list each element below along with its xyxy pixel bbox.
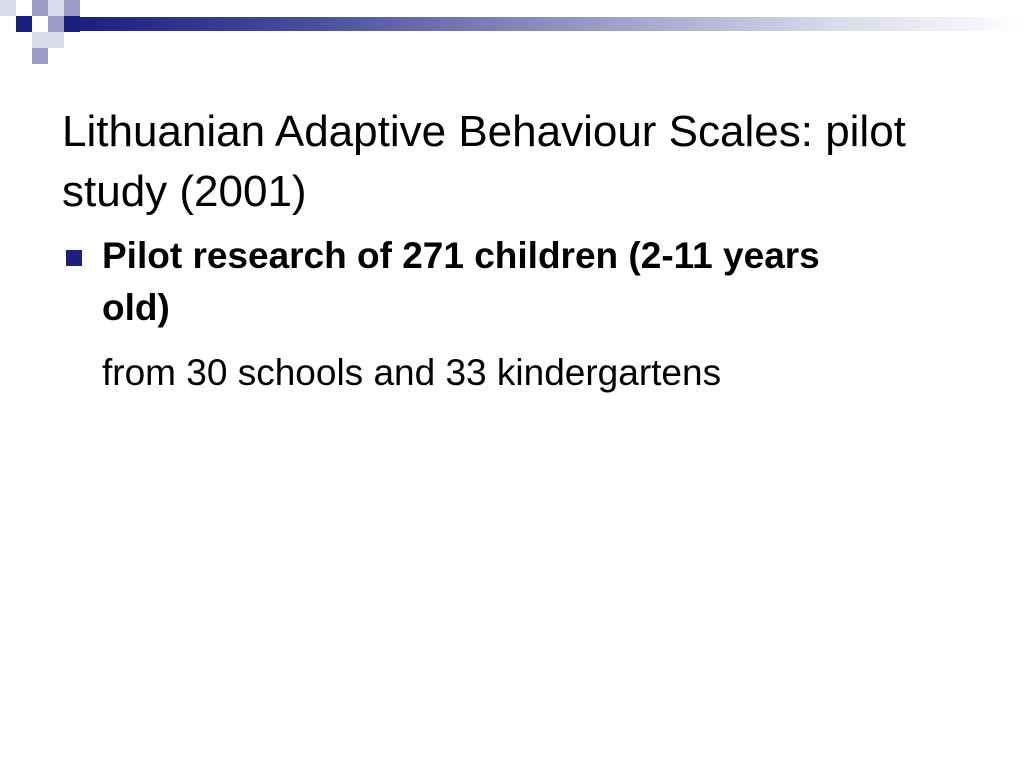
decor-square <box>48 32 64 48</box>
slide-title: Lithuanian Adaptive Behaviour Scales: pilot study (2001) <box>62 107 906 216</box>
bullet-subtext: from 30 schools and 33 kindergartens <box>102 352 722 393</box>
bullet-item <box>62 230 962 334</box>
bullet-list <box>62 230 962 398</box>
decor-square <box>32 32 48 48</box>
decor-square <box>0 32 16 48</box>
decor-square <box>16 16 32 32</box>
decor-square <box>32 0 48 16</box>
decor-square <box>48 0 64 16</box>
header-decoration <box>0 0 1024 64</box>
decor-square <box>32 48 48 64</box>
decor-square <box>64 16 80 32</box>
square-bullet-icon <box>66 250 82 266</box>
bullet-text: Pilot research of 271 children (2-11 years old) <box>102 235 820 328</box>
decor-square <box>64 0 80 16</box>
decor-square <box>48 16 64 32</box>
header-gradient-bar <box>80 17 1024 31</box>
decor-square <box>0 0 16 16</box>
